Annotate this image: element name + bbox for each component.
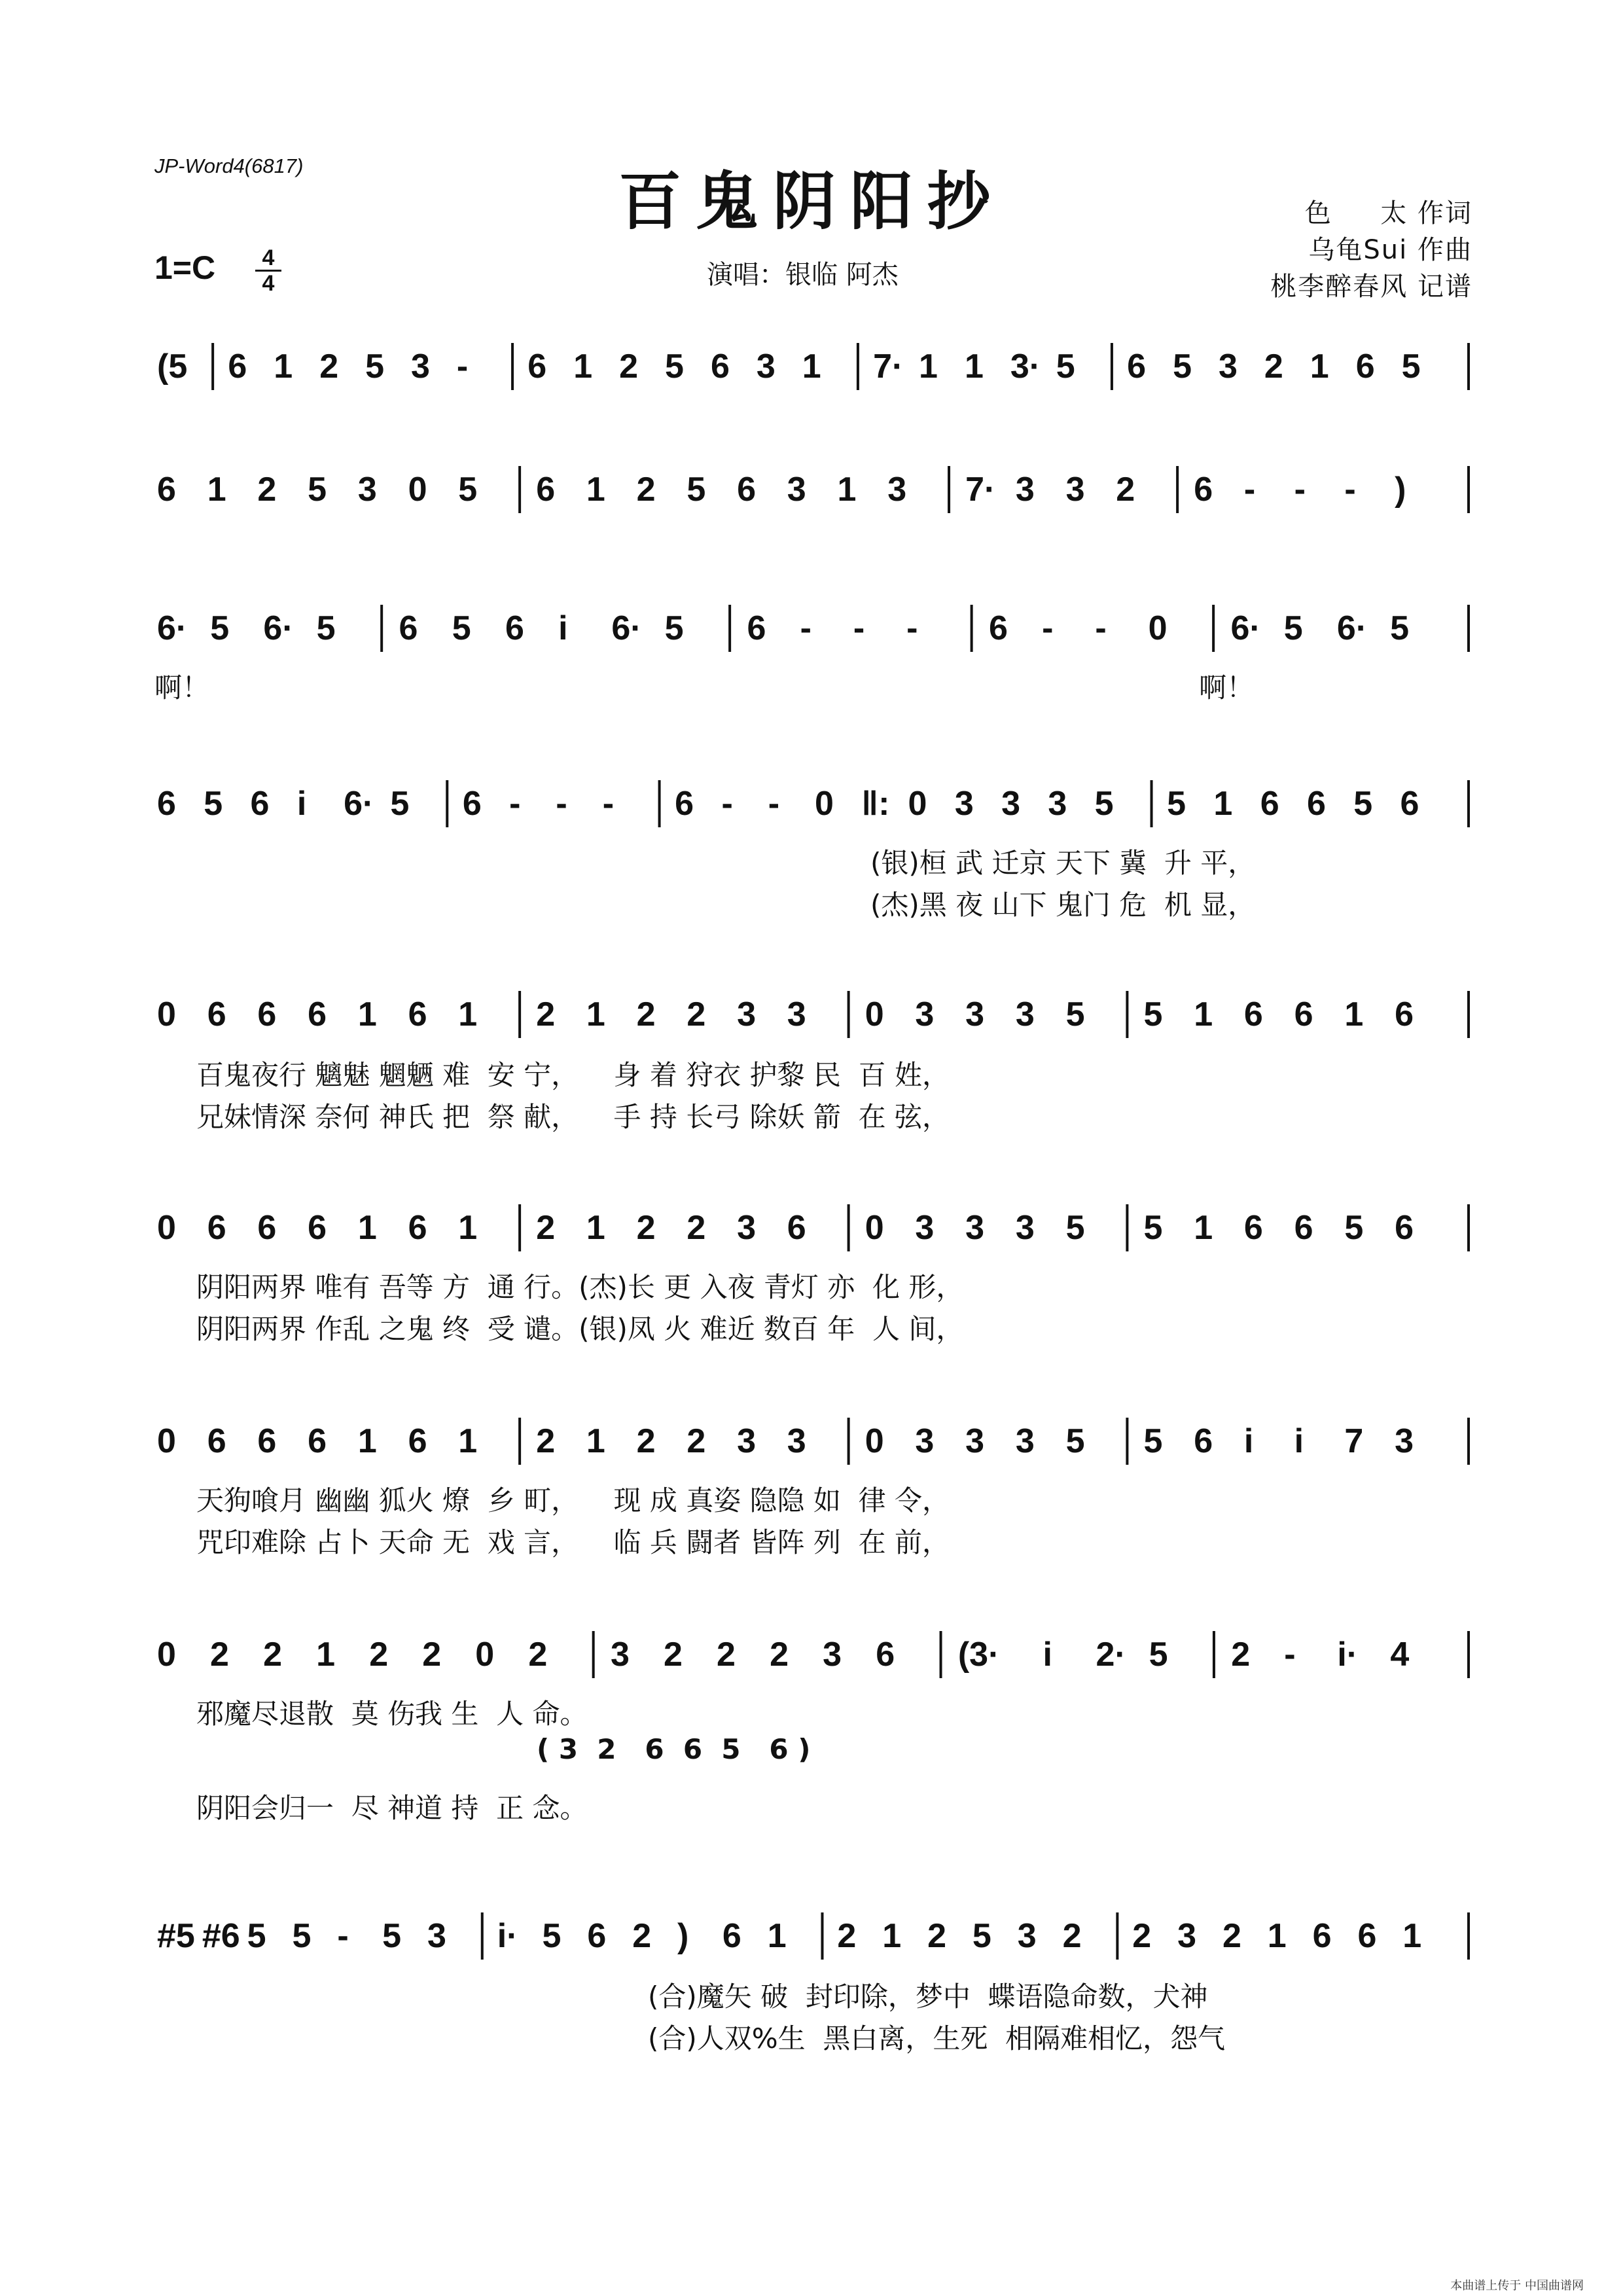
note: - xyxy=(1344,471,1356,509)
note: 1 xyxy=(1194,996,1213,1033)
notation-row-2 xyxy=(154,470,1470,522)
note: 3 xyxy=(737,1422,756,1460)
note: 2 xyxy=(1222,1917,1241,1955)
note: 6 xyxy=(408,996,427,1033)
lyricist-credit: 色 太 作词 xyxy=(1304,198,1472,228)
note: 5 xyxy=(1094,785,1114,823)
note: 3 xyxy=(1218,348,1238,386)
note: - xyxy=(1042,609,1054,647)
note: 3 xyxy=(737,1209,756,1247)
notation-row-3 xyxy=(154,609,1470,661)
note: 3 xyxy=(737,996,756,1033)
note: 1 xyxy=(458,1422,478,1460)
note: 6 xyxy=(1243,996,1263,1033)
song-title: 百鬼阴阳抄 xyxy=(618,164,1005,238)
note: 1 xyxy=(767,1917,787,1955)
note: 0 xyxy=(1148,609,1168,647)
barlines xyxy=(154,1208,1470,1261)
note: 2 xyxy=(636,471,656,509)
note: 6 xyxy=(228,348,247,386)
meter-top: 4 xyxy=(255,246,281,272)
note: - xyxy=(602,785,615,823)
note: 6 xyxy=(1194,471,1213,509)
note: 6 xyxy=(527,348,547,386)
lyric-ah-1: 啊！ xyxy=(154,672,210,704)
note: 6 xyxy=(1194,1422,1213,1460)
software-label: JP-Word4(6817) xyxy=(154,154,304,177)
note: 1 xyxy=(882,1917,902,1955)
note: 2 xyxy=(664,1636,683,1674)
note: 5 xyxy=(1167,785,1186,823)
note: 5 xyxy=(458,471,478,509)
note: 5 xyxy=(390,785,410,823)
barlines xyxy=(154,995,1470,1047)
note: 2 xyxy=(1132,1917,1152,1955)
note: 5 xyxy=(1344,1209,1364,1247)
note: 3 xyxy=(610,1636,630,1674)
note: 3 xyxy=(965,996,985,1033)
note: 3 xyxy=(823,1636,842,1674)
note: 5 xyxy=(1065,1209,1085,1247)
note: 6 xyxy=(1294,1209,1313,1247)
note: 0 xyxy=(157,996,176,1033)
note: 2 xyxy=(632,1917,652,1955)
barlines xyxy=(154,1635,1470,1687)
note: 3 xyxy=(1017,1917,1037,1955)
note: 2· xyxy=(1096,1636,1126,1674)
note: 6 xyxy=(722,1917,741,1955)
singer-credit: 演唱：银临 阿杰 xyxy=(707,260,899,290)
note: 2 xyxy=(536,1422,556,1460)
lyric-row-4-v1: (银)桓 武 迁京 天下 冀 升 平， xyxy=(870,847,1256,879)
note: 6 xyxy=(1294,996,1313,1033)
note: (5 xyxy=(157,348,188,386)
notation-row-4 xyxy=(154,784,1470,836)
note: 6 xyxy=(157,785,176,823)
note: ‖: xyxy=(861,785,890,823)
note: 6· xyxy=(1336,609,1368,647)
note: (3· xyxy=(957,1636,1000,1674)
note: 2 xyxy=(636,1209,656,1247)
note: 0 xyxy=(815,785,834,823)
note: 2 xyxy=(770,1636,789,1674)
note: 6 xyxy=(1395,1209,1414,1247)
note: - xyxy=(800,609,812,647)
note: 6 xyxy=(308,1422,327,1460)
note: 2 xyxy=(619,348,639,386)
note: 3 xyxy=(756,348,776,386)
notation-row-1 xyxy=(154,347,1470,399)
lyric-row-8-v1: 邪魔尽退散 莫 伤我 生 人 命。 xyxy=(196,1698,588,1730)
note: 3 xyxy=(915,996,935,1033)
note: - xyxy=(1243,471,1256,509)
note: 5 xyxy=(972,1917,991,1955)
note: 2 xyxy=(1062,1917,1082,1955)
note: 1 xyxy=(458,996,478,1033)
note: 4 xyxy=(1390,1636,1410,1674)
note: 1 xyxy=(919,348,938,386)
note: 6 xyxy=(1306,785,1326,823)
note: 6 xyxy=(587,1917,607,1955)
note: 5 xyxy=(1143,996,1163,1033)
note: 0 xyxy=(157,1209,176,1247)
note: 3 xyxy=(965,1209,985,1247)
note: 3 xyxy=(787,1422,806,1460)
lyric-row-7-v2: 咒印难除 占卜 天命 无 戏 言， 临 兵 闘者 皆阵 列 在 前， xyxy=(196,1526,950,1558)
note: 5 xyxy=(1065,1422,1085,1460)
note: i· xyxy=(497,1917,518,1955)
note: 5 xyxy=(452,609,471,647)
note: i· xyxy=(1337,1636,1359,1674)
note: - xyxy=(337,1917,349,1955)
credits xyxy=(1237,195,1472,305)
note: 2 xyxy=(687,996,706,1033)
note: 5 xyxy=(665,348,684,386)
note: 1 xyxy=(837,471,857,509)
barlines xyxy=(154,609,1470,661)
note: 1 xyxy=(357,1209,377,1247)
note: 3 xyxy=(1177,1917,1197,1955)
note: - xyxy=(1284,1636,1296,1674)
note: 5 xyxy=(1353,785,1373,823)
barlines xyxy=(154,470,1470,522)
note: 3 xyxy=(915,1209,935,1247)
note: 0 xyxy=(865,1422,884,1460)
lyric-row-3 xyxy=(154,666,1470,702)
lyric-row-8-alt-notes: ( 3 2 6 6 5 6 ) xyxy=(537,1733,811,1765)
note: 2 xyxy=(1116,471,1135,509)
barlines xyxy=(154,1422,1470,1474)
note: 6 xyxy=(207,996,226,1033)
note: i xyxy=(1243,1422,1254,1460)
lyric-row-9-v2: (合)人双%生 黑白离，生死 相隔难相忆，怨气 xyxy=(648,2022,1226,2054)
note: 5 xyxy=(204,785,223,823)
note: 1 xyxy=(1213,785,1233,823)
note: 6 xyxy=(710,348,730,386)
note: 2 xyxy=(319,348,339,386)
note: 1 xyxy=(458,1209,478,1247)
note: - xyxy=(853,609,865,647)
note: - xyxy=(906,609,918,647)
note: 5 xyxy=(247,1917,266,1955)
note: 1 xyxy=(357,1422,377,1460)
note: 6 xyxy=(675,785,694,823)
note: 0 xyxy=(157,1422,176,1460)
note: - xyxy=(456,348,469,386)
note: 3 xyxy=(1065,471,1085,509)
note: 3· xyxy=(1010,348,1041,386)
note: 6 xyxy=(257,1209,277,1247)
note: 3 xyxy=(965,1422,985,1460)
note: 1 xyxy=(586,1209,605,1247)
note: 5 xyxy=(1056,348,1075,386)
note: 5 xyxy=(542,1917,562,1955)
note: 3 xyxy=(915,1422,935,1460)
note: 0 xyxy=(865,1209,884,1247)
note: 0 xyxy=(408,471,427,509)
note: 1 xyxy=(802,348,821,386)
note: 6 xyxy=(308,1209,327,1247)
note: #5 xyxy=(157,1917,195,1955)
notation-row-5 xyxy=(154,995,1470,1047)
note: 6 xyxy=(1312,1917,1332,1955)
note: 5 xyxy=(1143,1422,1163,1460)
note: 1 xyxy=(207,471,226,509)
composer-credit: 乌龟Sui 作曲 xyxy=(1308,235,1472,265)
note: 2 xyxy=(717,1636,736,1674)
note: 6 xyxy=(257,996,277,1033)
lyric-row-6-v1: 阴阳两界 唯有 吾等 方 通 行。(杰)长 更 入夜 青灯 亦 化 形， xyxy=(196,1271,964,1303)
note: 3 xyxy=(887,471,907,509)
note: 1 xyxy=(1310,348,1329,386)
note: 5 xyxy=(1065,996,1085,1033)
note: 6 xyxy=(207,1422,226,1460)
note: 3 xyxy=(1015,471,1035,509)
note: 6· xyxy=(344,785,374,823)
note: - xyxy=(721,785,733,823)
note: 3 xyxy=(1048,785,1067,823)
note: #6 xyxy=(202,1917,240,1955)
note: ) xyxy=(1395,471,1406,509)
note: 7· xyxy=(965,471,996,509)
note: 2 xyxy=(687,1209,706,1247)
note: 6 xyxy=(737,471,756,509)
note: 6 xyxy=(505,609,524,647)
note: 6 xyxy=(1127,348,1147,386)
note: 1 xyxy=(586,471,605,509)
notation-row-7 xyxy=(154,1422,1470,1474)
note: 5 xyxy=(316,609,336,647)
notation-row-8 xyxy=(154,1635,1470,1687)
note: 2 xyxy=(1231,1636,1251,1674)
note: 6· xyxy=(263,609,294,647)
lyric-row-9-v1: (合)魔矢 破 封印除，梦中 蝶语隐命数，犬神 xyxy=(648,1981,1208,2013)
note: 6 xyxy=(1395,996,1414,1033)
note: 5 xyxy=(382,1917,402,1955)
note: 5 xyxy=(1173,348,1192,386)
note: ) xyxy=(677,1917,689,1955)
note: 2 xyxy=(263,1636,283,1674)
note: 6 xyxy=(1260,785,1279,823)
note: 6 xyxy=(207,1209,226,1247)
note: 1 xyxy=(1267,1917,1287,1955)
note: 1 xyxy=(1194,1209,1213,1247)
note: i xyxy=(558,609,568,647)
note: i xyxy=(1043,1636,1052,1674)
note: 3 xyxy=(1015,1422,1035,1460)
note: 5 xyxy=(1401,348,1421,386)
note: 1 xyxy=(274,348,293,386)
lyric-row-4-v2: (杰)黑 夜 山下 鬼门 危 机 显， xyxy=(870,889,1256,921)
note: 3 xyxy=(787,471,806,509)
note: 1 xyxy=(357,996,377,1033)
note: 2 xyxy=(257,471,277,509)
note: 6 xyxy=(157,471,176,509)
note: 5 xyxy=(308,471,327,509)
note: 6· xyxy=(157,609,188,647)
note: 7· xyxy=(873,348,904,386)
note: 2 xyxy=(636,1422,656,1460)
note: 6 xyxy=(257,1422,277,1460)
note: 0 xyxy=(475,1636,495,1674)
note: 2 xyxy=(1264,348,1283,386)
meter-bottom: 4 xyxy=(262,271,275,296)
note: 5 xyxy=(365,348,385,386)
note: 5 xyxy=(687,471,706,509)
note: 1 xyxy=(586,996,605,1033)
note: 0 xyxy=(865,996,884,1033)
note: 6· xyxy=(611,609,642,647)
note: 5 xyxy=(1143,1209,1163,1247)
note: 5 xyxy=(292,1917,312,1955)
note: 2 xyxy=(927,1917,946,1955)
transcriber-credit: 桃李醉春风 记谱 xyxy=(1270,272,1472,302)
note: - xyxy=(1294,471,1306,509)
note: - xyxy=(509,785,521,823)
note: 2 xyxy=(687,1422,706,1460)
note: 6 xyxy=(787,1209,806,1247)
note: 5 xyxy=(664,609,684,647)
note: 6 xyxy=(988,609,1008,647)
note: 1 xyxy=(1344,996,1364,1033)
note: 7 xyxy=(1344,1422,1364,1460)
note: 3 xyxy=(1001,785,1021,823)
note: 6 xyxy=(250,785,270,823)
note: 1 xyxy=(1402,1917,1422,1955)
note: i xyxy=(296,785,307,823)
note: 6 xyxy=(536,471,556,509)
footer-credit: 本曲谱上传于 中国曲谱网 xyxy=(1450,2279,1584,2293)
time-signature xyxy=(255,246,281,295)
note: 3 xyxy=(787,996,806,1033)
note: 2 xyxy=(536,1209,556,1247)
note: - xyxy=(556,785,567,823)
note: 6 xyxy=(462,785,482,823)
note: 6· xyxy=(1230,609,1261,647)
lyric-row-5-v1: 百鬼夜行 魑魅 魍魉 难 安 宁， 身 着 狩衣 护黎 民 百 姓， xyxy=(196,1059,950,1091)
note: 1 xyxy=(964,348,984,386)
note: 2 xyxy=(422,1636,442,1674)
note: 6 xyxy=(1243,1209,1263,1247)
note: 3 xyxy=(357,471,377,509)
note: 1 xyxy=(573,348,593,386)
note: 2 xyxy=(536,996,556,1033)
lyric-row-7-v1: 天狗喰月 幽幽 狐火 燎 乡 町， 现 成 真姿 隐隐 如 律 令， xyxy=(196,1484,950,1516)
note: 5 xyxy=(210,609,230,647)
note: 5 xyxy=(1283,609,1303,647)
note: 2 xyxy=(369,1636,389,1674)
note: 2 xyxy=(837,1917,857,1955)
note: 6 xyxy=(1357,1917,1377,1955)
note: 6 xyxy=(408,1209,427,1247)
lyric-row-6-v2: 阴阳两界 作乱 之鬼 终 受 谴。(银)凤 火 难近 数百 年 人 间， xyxy=(196,1313,964,1345)
note: 6 xyxy=(1355,348,1375,386)
note: 6 xyxy=(408,1422,427,1460)
note: i xyxy=(1294,1422,1304,1460)
note: 5 xyxy=(1390,609,1410,647)
note: 1 xyxy=(316,1636,336,1674)
lyric-row-5-v2: 兄妹情深 奈何 神氏 把 祭 献， 手 持 长弓 除妖 箭 在 弦， xyxy=(196,1101,950,1133)
note: 3 xyxy=(954,785,974,823)
note: 2 xyxy=(528,1636,548,1674)
note: - xyxy=(1095,609,1107,647)
notation-row-6 xyxy=(154,1208,1470,1261)
note: 3 xyxy=(1015,1209,1035,1247)
note: 3 xyxy=(427,1917,446,1955)
note: 1 xyxy=(586,1422,605,1460)
note: 5 xyxy=(1149,1636,1168,1674)
notation-row-9 xyxy=(154,1916,1470,1969)
note: 6 xyxy=(399,609,418,647)
note: 6 xyxy=(308,996,327,1033)
note: 3 xyxy=(411,348,430,386)
lyric-ah-2: 啊！ xyxy=(1199,672,1255,704)
note: 6 xyxy=(747,609,766,647)
note: 0 xyxy=(157,1636,176,1674)
note: 3 xyxy=(1395,1422,1414,1460)
note: 6 xyxy=(1400,785,1419,823)
note: 2 xyxy=(636,996,656,1033)
note: 3 xyxy=(1015,996,1035,1033)
note: 2 xyxy=(210,1636,229,1674)
lyric-row-8-v2: 阴阳会归一 尽 神道 持 正 念。 xyxy=(196,1792,588,1824)
note: 0 xyxy=(908,785,927,823)
key-signature: 1=C xyxy=(154,249,216,286)
note: - xyxy=(768,785,780,823)
note: 6 xyxy=(876,1636,895,1674)
